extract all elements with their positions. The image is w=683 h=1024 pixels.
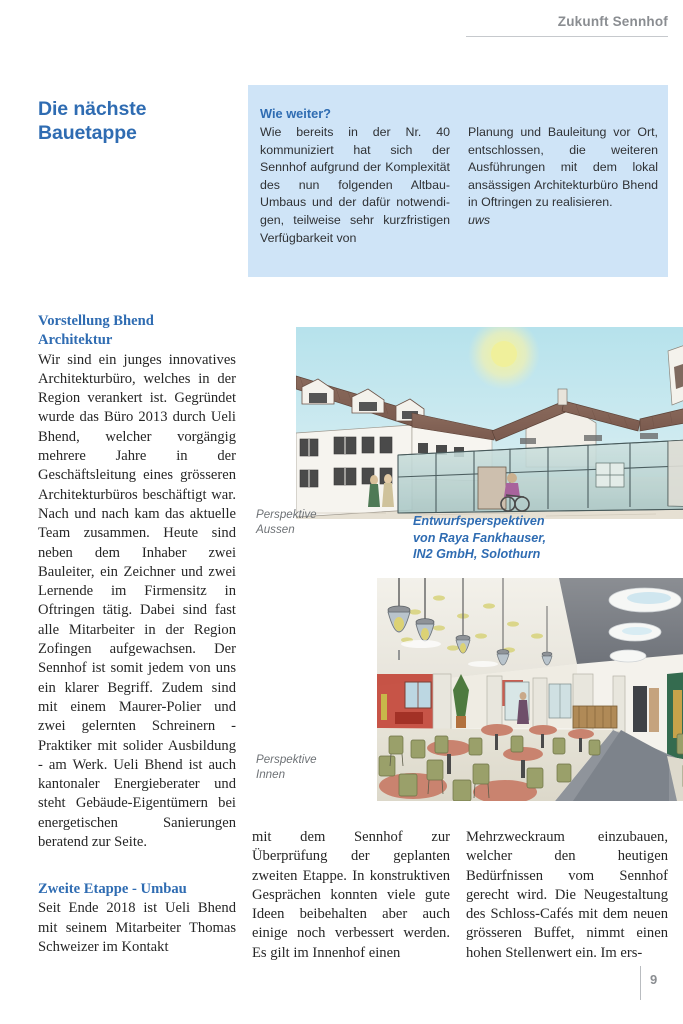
caption-innen-line-1: Perspektive <box>256 753 317 766</box>
page-title-line-2: Bauetappe <box>38 122 137 145</box>
lead-callout-column-right <box>468 103 658 247</box>
lead-callout-box <box>248 85 668 277</box>
page-number: 9 <box>650 972 658 987</box>
paragraph-vorstellung: Wir sind ein junges innovatives Architekturbüro, welches in der Region verankert ist. Gegründet wurde das Büro 2013 durch Ueli Bhend, welcher vorgängig mehrere Jahre in der Geschäftsleitung eines grösseren Architekturbüros beschäftigt war. Nach und nach kam das aktuelle Team zusammen. Heute sind neben dem Inhaber zwei Bauleiter, ein Zeichner und zwei Lernende im Firmensitz in Oftringen tätig. Dabei sind fast alle Mitarbeiter in der Region Zofingen aufgewachsen. Der Sennhof ist somit jedem von uns ein klarer Begriff. Zudem sind mit einem Maurer-Polier und zwei gelernten Schreinern - Praktiker mit solider Ausbildung - am Werk. Ueli Bhend ist auch kantonaler Energieberater und steht Gebäude-Eigentümern bei energetischen Sanierungen beratend zur Seite. <box>38 351 236 851</box>
body-column-middle-lower <box>252 828 450 963</box>
image-credit-line-1: Entwurfsperspektiven <box>413 514 545 528</box>
subhead-vorstellung-line-1: Vorstellung Bhend <box>38 313 154 329</box>
caption-aussen-line-2: Aussen <box>256 522 295 536</box>
paragraph-zweite-etappe-col-3: Mehrzweckraum einzubauen, welcher den heutigen Bedürfnissen vom Sennhof gerecht wird. Die Neugestaltung des Schloss-Cafés mit dem neuen grösseren Buffet, nimmt einen hohen Stellenwert ein. Im ers- <box>466 829 668 961</box>
running-header <box>466 14 668 30</box>
page-title-line-1: Die nächste <box>38 98 147 121</box>
paragraph-zweite-etappe-col-2: mit dem Sennhof zur Überprüfung der geplanten zweiten Etappe. In konstruktiven Gesprächen konnten viele gute Ideen beibehalten aber auch einige noch verbessert werden. Es gilt im Innenhof einen <box>252 829 450 961</box>
caption-aussen-line-1: Perspektive <box>256 508 317 521</box>
lead-callout-column-left <box>260 103 450 247</box>
page-title <box>38 97 238 145</box>
image-credit-line-3: IN2 GmbH, Solothurn <box>413 547 541 562</box>
folio-divider <box>640 966 641 1000</box>
figure-perspektive-innen <box>377 578 683 801</box>
lead-callout-text-right: Planung und Bauleitung vor Ort, entschlossen, die weiteren Ausführungen mit dem lokal ansässigen Architekturbüro Bhend in Oftringen zu realisieren. <box>468 125 658 210</box>
caption-perspektive-innen <box>256 753 346 782</box>
lead-callout-kicker: Wie weiter? <box>260 106 331 121</box>
header-rule <box>466 36 668 37</box>
lead-callout-inner <box>260 103 658 247</box>
caption-perspektive-aussen <box>256 508 346 537</box>
lead-callout-text-left: Wie bereits in der Nr. 40 kommuniziert hat sich der Sennhof aufgrund der Komplexität des nun folgenden Altbau-Umbaus und der dafür notwendigen, teilweise sehr kurzfristigen Verfügbarkeit von <box>260 125 450 245</box>
lead-callout-signature: uws <box>468 212 491 227</box>
illustration-exterior-courtyard <box>296 327 683 519</box>
subhead-zweite-etappe: Zweite Etappe - Umbau <box>38 881 187 897</box>
body-column-right-lower <box>466 828 668 963</box>
image-credit-line-2: von Raya Fankhauser, <box>413 530 546 545</box>
subhead-vorstellung-line-2: Architektur <box>38 332 113 349</box>
illustration-interior-cafe <box>377 578 683 801</box>
running-header-title: Zukunft Sennhof <box>557 14 668 29</box>
subhead-vorstellung-bhend <box>38 312 236 351</box>
paragraph-zweite-etappe-col-1: Seit Ende 2018 ist Ueli Bhend mit seinem Mitarbeiter Thomas Schweizer im Kontakt <box>38 900 236 955</box>
body-column-left <box>38 312 236 852</box>
body-column-left-lower <box>38 880 236 957</box>
image-credit <box>413 513 663 563</box>
caption-innen-line-2: Innen <box>256 767 286 781</box>
figure-perspektive-aussen <box>296 327 683 519</box>
